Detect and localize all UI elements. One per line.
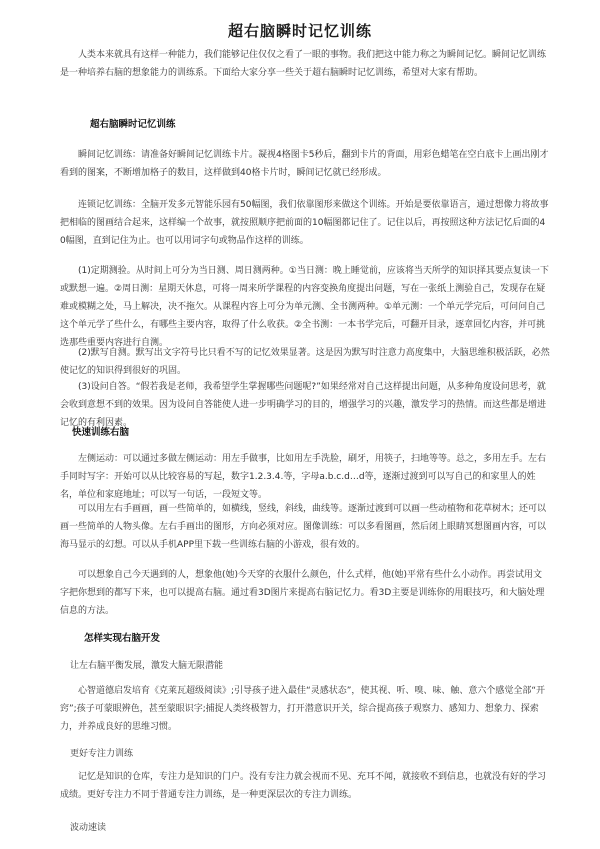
paragraph: 左侧运动：可以通过多做左侧运动：用左手做事，比如用左手洗脸，刷牙，用筷子，扫地等等。总之，多用左手。左右手同时写字：开始可以从比较容易的写起，数字1.2.3.4.等，字母a.b.c.d…d等，逐渐过渡到可以写自己的和家里人的姓名，单位和家庭地址；可以写一句话，一段短文等。 bbox=[60, 454, 547, 500]
section-heading: 快速训练右脑 bbox=[72, 427, 130, 438]
paragraph: 连锁记忆训练：全脑开发多元智能乐园有50幅图，我们依靠图形来做这个训练。开始是要依靠语言，通过想像力将故事把相临的图画结合起来，这样编一个故事，就按照顺序把前面的10幅图都记住了。记住以后，再按照这种方法记忆后面的40幅图，直到记住为止。也可以用词字句或物品作这样的训练。 bbox=[60, 200, 549, 246]
paragraph: (1)定期测验。从时间上可分为当日测、周日测两种。①当日测：晚上睡觉前，应该将当天所学的知识择其要点复读一下或默想一遍。②周日测：星期天休息，可将一周来所学课程的内容变换角度提出问题，写在一张纸上测验自己，发现存在疑难或模糊之处，马上解决，决不拖欠。从课程内容上可分为单元测、全书测两种。①单元测：一个单元学完后，可问问自己这个单元学了些什么，有哪些主要内容，取得了什么收获。②全书测：一本书学完后，可翻开目录，逐章回忆内容，并可挑选那些重要内容进行自测。 bbox=[60, 266, 549, 348]
paragraph: 让左右脑平衡发展，激发大脑无限潜能 bbox=[70, 661, 224, 671]
paragraph: (3)设问自答。“假若我是老师，我希望学生掌握哪些问题呢?”如果经常对自己这样提出问题，从多种角度设问思考，就会收到意想不到的效果。因为设问自答能使人进一步明确学习的目的，增强学习的兴趣，激发学习的热情。而这些都是增进记忆的有利因素。 bbox=[60, 382, 547, 428]
paragraph: 心智道德启发培育《克莱瓦超级阅读》;引导孩子进入最佳“灵感状态”，使其视、听、嗅、味、触、意六个感觉全部“开窍”;孩子可蒙眼辨色，甚至蒙眼识字;捕捉人类终极智力，打开潜意识开关，综合提高孩子观察力、感知力、想象力、探索力，并养成良好的思维习惯。 bbox=[60, 686, 546, 732]
paragraph: 可以用左右手画画，画一些简单的，如横线，竖线，斜线，曲线等。逐渐过渡到可以画一些动植物和花草树木；还可以画一些简单的人物头像。左右手画出的图形，方向必须对应。图像训练：可以多看图画，然后闭上眼睛冥想图画内容，可以海马显示的幻想。可以从手机APP里下载一些训练右脑的小游戏，很有效的。 bbox=[60, 504, 547, 550]
paragraph: 波动速读 bbox=[70, 823, 107, 833]
paragraph: 记忆是知识的仓库，专注力是知识的门户。没有专注力就会视而不见、充耳不闻，就接收不到信息，也就没有好的学习成绩。更好专注力不同于普通专注力训练，是一种更深层次的专注力训练。 bbox=[60, 772, 547, 800]
paragraph: (2)默写自测。默写出文字符号比只看不写的记忆效果显著。这是因为默写时注意力高度集中，大脑思维积极活跃，必然使记忆的知识得到很好的巩固。 bbox=[60, 348, 550, 376]
paragraph: 可以想象自己今天遇到的人，想象他(她)今天穿的衣服什么颜色，什么式样，他(她)平常有些什么小动作。再尝试用文字把你想到的都写下来，也可以提高右脑。通过看3D图片来提高右脑记忆力。看3D主要是训练你的用眼技巧，和大脑处理信息的方法。 bbox=[60, 570, 545, 616]
paragraph: 更好专注力训练 bbox=[70, 749, 134, 759]
page-title: 超右脑瞬时记忆训练 bbox=[227, 22, 372, 40]
paragraph: 瞬间记忆训练：请准备好瞬间记忆训练卡片。凝视4格图卡5秒后，翻到卡片的背面，用彩色蜡笔在空白底卡上画出刚才看到的图案，不断增加格子的数目，这样做到40格卡片时，瞬间记忆就已经形成。 bbox=[60, 150, 549, 178]
intro-paragraph: 人类本来就具有这样一种能力，我们能够记住仅仅之看了一眼的事物。我们把这中能力称之为瞬间记忆。瞬间记忆训练是一种培养右脑的想象能力的训练系。下面给大家分享一些关于超右脑瞬时记忆训练，希望对大家有帮助。 bbox=[60, 50, 547, 78]
section-heading: 怎样实现右脑开发 bbox=[84, 633, 161, 644]
section-heading: 超右脑瞬时记忆训练 bbox=[90, 119, 176, 130]
